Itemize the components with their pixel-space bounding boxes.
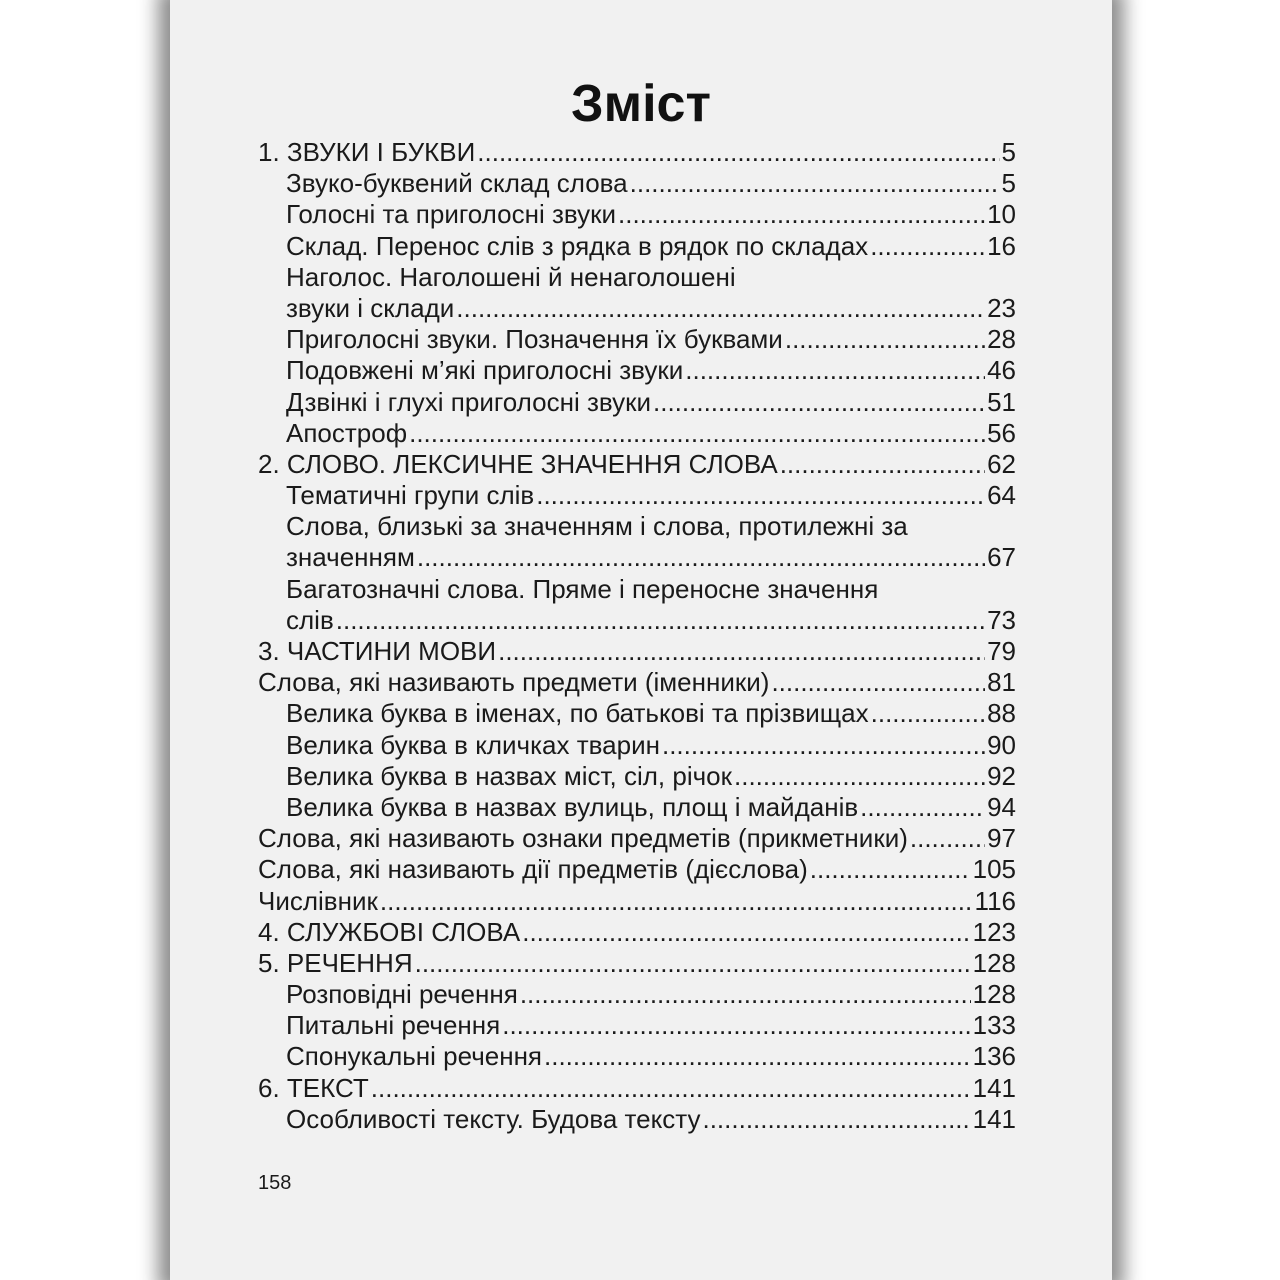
toc-entry: [258, 698, 1016, 729]
page-title: Зміст: [571, 75, 711, 133]
toc-leader-dots: [336, 605, 985, 636]
toc-entry: [258, 449, 1016, 480]
toc-entry-label: Приголосні звуки. Позначення їх буквами: [286, 324, 783, 355]
toc-entry-page: 123: [972, 916, 1016, 947]
toc-leader-dots: [409, 418, 985, 449]
toc-entry-label: Слова, які називають предмети (іменники): [258, 667, 770, 698]
toc-entry-page: 10: [987, 199, 1016, 230]
toc-entry-page: 5: [1001, 137, 1016, 167]
toc-entry-label: Склад. Перенос слів з рядка в рядок по складах: [286, 230, 869, 261]
toc-entry-page: 141: [972, 1103, 1016, 1134]
toc-entry-label: Велика буква в кличках тварин: [286, 729, 660, 760]
toc-entry-page: 46: [987, 355, 1016, 386]
toc-entry-label: Велика буква в іменах, по батькові та прізвищах: [286, 698, 869, 729]
toc-entry: [258, 355, 1016, 386]
toc-leader-dots: [618, 199, 985, 230]
toc-entry: [258, 324, 1016, 355]
toc-entry: [258, 1041, 1016, 1072]
toc-entry-label: Дзвінкі і глухі приголосні звуки: [286, 386, 652, 417]
toc-leader-dots: [477, 137, 999, 168]
toc-entry-page: 88: [987, 698, 1016, 729]
toc-entry-page: 133: [972, 1010, 1016, 1041]
toc-entry: [258, 854, 1016, 885]
toc-leader-dots: [536, 480, 985, 511]
toc-entry: [258, 823, 1016, 854]
toc-entry: [258, 792, 1016, 823]
toc-entry: [258, 761, 1016, 792]
toc-entry: [258, 979, 1016, 1010]
toc-leader-dots: [380, 886, 973, 917]
toc-entry: [258, 542, 1016, 573]
toc-entry: [258, 574, 1016, 605]
toc-entry-page: 136: [972, 1041, 1016, 1072]
toc-leader-dots: [544, 1041, 971, 1072]
toc-entry-label: слів: [286, 604, 334, 635]
toc-entry-label: Тематичні групи слів: [286, 480, 535, 511]
toc-entry-label: Наголос. Наголошені й ненаголошені: [286, 261, 736, 292]
toc-entry: [258, 168, 1016, 199]
toc-entry-label: 1. ЗВУКИ І БУКВИ: [258, 137, 476, 167]
toc-entry-label: Голосні та приголосні звуки: [286, 199, 617, 230]
toc-entry: [258, 1104, 1016, 1135]
toc-entry-page: 128: [972, 979, 1016, 1010]
toc-leader-dots: [456, 293, 985, 324]
toc-entry: [258, 886, 1016, 917]
toc-entry-page: 51: [987, 386, 1016, 417]
table-of-contents: [258, 137, 1016, 1135]
toc-entry: [258, 199, 1016, 230]
toc-entry-page: 62: [987, 448, 1016, 479]
toc-entry: [258, 948, 1016, 979]
toc-entry-label: значенням: [286, 542, 415, 573]
page-number: 158: [258, 1172, 292, 1194]
toc-leader-dots: [662, 730, 985, 761]
toc-entry: [258, 917, 1016, 948]
toc-entry-label: 5. РЕЧЕННЯ: [258, 947, 413, 978]
toc-entry: [258, 1073, 1016, 1104]
toc-entry-label: Звуко-буквений склад слова: [286, 168, 628, 199]
toc-entry-label: Велика буква в назвах вулиць, площ і майданів: [286, 791, 859, 822]
toc-entry: [258, 480, 1016, 511]
toc-entry: [258, 636, 1016, 667]
toc-entry-label: Питальні речення: [286, 1010, 501, 1041]
toc-leader-dots: [685, 355, 985, 386]
toc-entry: [258, 231, 1016, 262]
toc-entry-label: Слова, близькі за значенням і слова, протилежні за: [286, 511, 908, 542]
toc-leader-dots: [417, 542, 985, 573]
toc-entry: [258, 667, 1016, 698]
toc-leader-dots: [520, 979, 971, 1010]
toc-entry-label: 3. ЧАСТИНИ МОВИ: [258, 636, 497, 666]
toc-entry-page: 64: [987, 480, 1016, 511]
toc-leader-dots: [498, 636, 985, 667]
toc-entry-label: 2. СЛОВО. ЛЕКСИЧНЕ ЗНАЧЕННЯ СЛОВА: [258, 448, 778, 479]
toc-entry: [258, 293, 1016, 324]
toc-leader-dots: [502, 1010, 970, 1041]
toc-entry-label: Числівник: [258, 885, 378, 916]
toc-leader-dots: [870, 231, 985, 262]
toc-entry-page: 128: [972, 947, 1016, 978]
toc-entry: [258, 1010, 1016, 1041]
toc-entry: [258, 387, 1016, 418]
document-page: [170, 0, 1112, 1280]
toc-entry: [258, 418, 1016, 449]
toc-entry-page: 56: [987, 417, 1016, 448]
toc-leader-dots: [910, 823, 985, 854]
toc-leader-dots: [734, 761, 985, 792]
toc-entry-label: звуки і склади: [286, 292, 455, 323]
toc-entry-page: 81: [987, 667, 1016, 698]
toc-entry-page: 105: [972, 854, 1016, 885]
toc-entry-page: 90: [987, 729, 1016, 760]
toc-entry-label: Особливості тексту. Будова тексту: [286, 1103, 701, 1134]
toc-leader-dots: [810, 854, 971, 885]
toc-entry: [258, 262, 1016, 293]
toc-entry-label: Подовжені м’які приголосні звуки: [286, 355, 684, 386]
toc-leader-dots: [871, 698, 985, 729]
toc-leader-dots: [860, 792, 985, 823]
toc-entry-page: 28: [987, 324, 1016, 355]
toc-entry-label: Багатозначні слова. Пряме і переносне значення: [286, 573, 879, 604]
toc-entry-page: 79: [987, 636, 1016, 666]
toc-entry: [258, 137, 1016, 168]
toc-entry-page: 97: [987, 823, 1016, 854]
toc-leader-dots: [653, 387, 985, 418]
toc-leader-dots: [371, 1073, 971, 1104]
toc-entry-page: 73: [987, 604, 1016, 635]
toc-entry-label: Слова, які називають дії предметів (дієслова): [258, 854, 808, 885]
toc-entry-label: Розповідні речення: [286, 979, 518, 1010]
toc-leader-dots: [780, 449, 985, 480]
toc-entry-label: Слова, які називають ознаки предметів (прикметники): [258, 823, 908, 854]
toc-entry-page: 16: [987, 230, 1016, 261]
toc-entry-page: 67: [987, 542, 1016, 573]
toc-leader-dots: [702, 1104, 970, 1135]
toc-entry: [258, 605, 1016, 636]
toc-entry-label: 6. ТЕКСТ: [258, 1072, 369, 1103]
toc-entry-page: 5: [1001, 168, 1016, 199]
toc-entry-page: 23: [987, 292, 1016, 323]
toc-entry-page: 141: [972, 1072, 1016, 1103]
toc-leader-dots: [522, 917, 970, 948]
toc-leader-dots: [415, 948, 971, 979]
toc-leader-dots: [785, 324, 985, 355]
toc-entry-label: 4. СЛУЖБОВІ СЛОВА: [258, 916, 521, 947]
toc-entry: [258, 511, 1016, 542]
toc-leader-dots: [630, 168, 1000, 199]
toc-entry-label: Спонукальні речення: [286, 1041, 543, 1072]
toc-entry-page: 92: [987, 760, 1016, 791]
toc-entry-page: 94: [987, 791, 1016, 822]
toc-entry: [258, 730, 1016, 761]
toc-leader-dots: [771, 667, 985, 698]
toc-entry-page: 116: [974, 885, 1016, 916]
toc-entry-label: Велика буква в назвах міст, сіл, річок: [286, 760, 732, 791]
toc-entry-label: Апостроф: [286, 417, 408, 448]
